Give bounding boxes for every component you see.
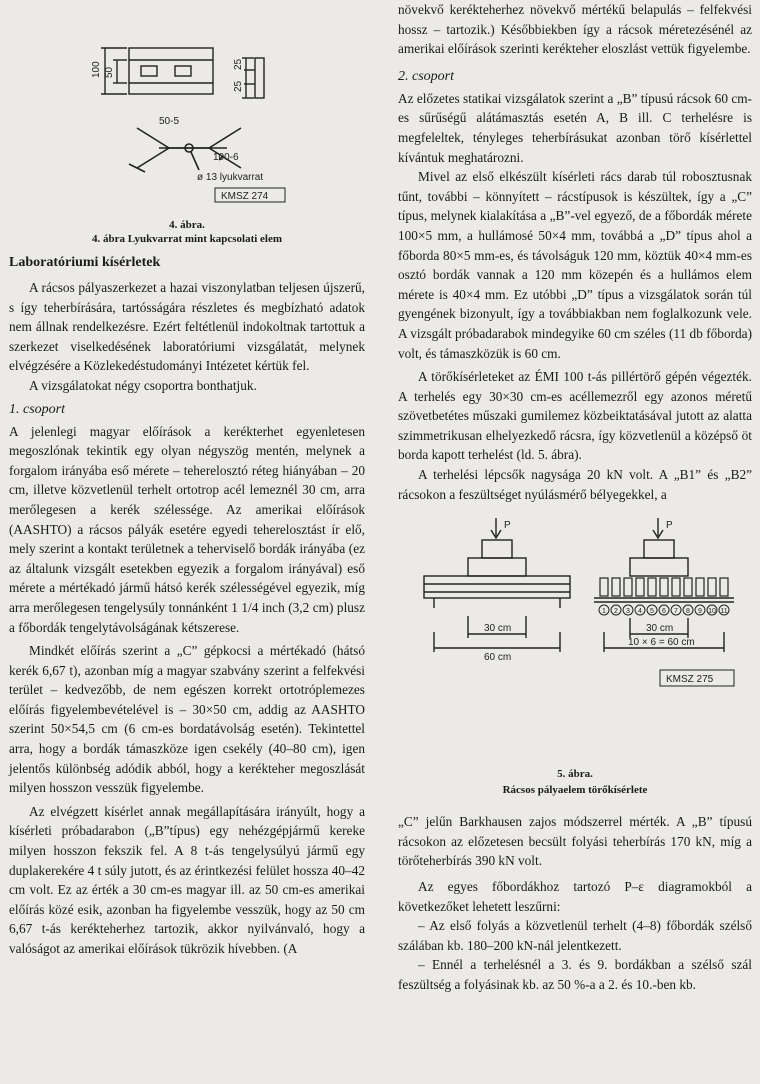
figure-5-drawing: [398, 512, 752, 708]
paragraph: Mivel az első elkészült kísérleti rács darab túl robosztusnak tűnt, további – könnyített – rácstípusok is készültek, így a „C” típus, melynek kialakítása a „B”-vel egyező, de a főbordák mérete 100×5 mm, a hullámosé 50×4 mm, továbbá a „D” típus ahol a főborda 80×5 mm-es, és távolságuk 120 mm, köztük 40×4 mm-es osztó bordák vannak a 120 mm közepén és a hullámos elem mérete is 40×4 mm. Ez utóbbi „D” típus a vizsgálatok során túl gyengének bizonyult, így a továbbiakban nem foglalkozunk vele. A vizsgált próbadarabok mindegyike 60 cm széles (11 db főborda) volt, és támaszközük is 60 cm.: [398, 169, 752, 361]
figure-4-number: 4. ábra.: [169, 219, 205, 231]
rib-section: [636, 578, 644, 596]
rib-section: [696, 578, 704, 596]
rib-numbers: [599, 605, 729, 615]
load-p-right: P: [666, 520, 673, 532]
dim-100-6: 100-6: [213, 152, 239, 163]
rib-section: [648, 578, 656, 596]
figure-5-stamp: KMSZ 275: [666, 674, 714, 686]
rib-section: [624, 578, 632, 596]
figure-5-caption: Rácsos pályaelem törőkísérlete: [502, 784, 648, 797]
figure-4: [9, 0, 365, 218]
figure-5: [398, 512, 752, 762]
rib-section: [660, 578, 668, 596]
rib-number: 6: [662, 608, 666, 616]
dim-spacing: 10 × 6 = 60 cm: [628, 637, 695, 649]
rib-section: [600, 578, 608, 596]
section-heading: Laboratóriumi kísérletek: [9, 255, 161, 270]
rib-number: 3: [626, 608, 630, 616]
paragraph: Mindkét előírás szerint a „C” gépkocsi a mértékadó (hátsó kerék 6,67 t), azonban míg a magyar szabvány szerint a felfekvési terület – kedvezőbb, de nem egészen korrekt ortotróplemezes előírás figyelembevételével is – 30×50 cm, addig az AASHTO szerint 50×54,5 cm (6 cm-es bordatávolság esetén). Tekintettel arra, hogy a bordák támaszköze igen csekély (40–80 cm), igen jelentős különbség adódik abból, hogy a kerékteher megoszlását milyen hosszon vesszük figyelembe.: [9, 643, 365, 796]
group-heading-1: 1. csoport: [9, 401, 65, 417]
figure-5-number: 5. ábra.: [557, 768, 593, 781]
paragraph: A rácsos pályaszerkezet a hazai viszonylatban teljesen újszerű, s így teherbírására, tartósságára részletes és megbízható adatok nem állnak rendelkezésre. Ezért feltétlenül indokoltnak tartottuk a szerkezet viselkedésének laboratóriumi vizsgálatát, melynek elvégzésére a Közlekedéstudományi Intézetet kértük fel.: [9, 280, 365, 374]
rib-number: 9: [698, 608, 702, 616]
rib-number: 1: [602, 608, 606, 616]
paragraph: – Az első folyás a közvetlenül terhelt (4–8) főbordák szélső szálában kb. 180–200 kN-nál jelentkezett.: [398, 918, 752, 953]
dim-25-bottom: 25: [233, 80, 244, 92]
dim-60-left: 60 cm: [484, 652, 512, 664]
group-heading-2: 2. csoport: [398, 68, 454, 84]
paragraph: A vizsgálatokat négy csoportra bonthatjuk.: [29, 377, 257, 393]
rib-section: [672, 578, 680, 596]
dim-25-top: 25: [233, 58, 244, 70]
left-column: [9, 0, 365, 959]
rib-number: 4: [638, 608, 642, 616]
rib-number: 2: [614, 608, 618, 616]
right-column: [398, 0, 752, 995]
rib-section: [684, 578, 692, 596]
figure-4-drawing: [9, 0, 365, 218]
dim-30-left: 30 cm: [484, 623, 512, 635]
hole-label: ø 13 lyukvarrat: [197, 172, 264, 183]
rib-number: 8: [686, 608, 690, 616]
paragraph: Az előzetes statikai vizsgálatok szerint a „B” típusú rácsok 60 cm-es sűrűségű alátámasztás esetén A, B ill. C terhelésre is megfeleltek, tényleges teherbírásukat azonban törő kísérlettel kívántuk meghatározni.: [398, 90, 752, 165]
rib-row: [600, 578, 728, 596]
paragraph: A jelenlegi magyar előírások a kerékterhet egyenletesen megoszlónak tekintik egy olyan négyszög mentén, melynek a forgalom irányába eső mérete – teherelosztó réteg hiányában – 20 cm, illetve közvetlenül terhelt ortotrop acél lemeznél 30 cm, arra merőlegesen a kerék szélessége. Az amerikai előírások (AASHTO) a rácsos pályák esetére egyedi teherelosztást ír elő, mely szerint a kontakt területnek a teherviselő bordák irányába (ez az általunk vizsgált esetekben egyezik a forgalom irányával) eső mérete a mértékadó jármű hátsó kerék szélességével egyezik, míg arra merőlegesen tengelysúly tonnánként 1 1/4 inch (3,2 cm) plusz a főbordák tengelytávolságának kétszerese.: [9, 423, 365, 635]
paragraph: Az egyes főbordákhoz tartozó P–ε diagramokból a következőket lehetett leszűrni:: [398, 879, 752, 914]
paragraph: „C” jelűn Barkhausen zajos módszerrel mérték. A „B” típusú rácsokon az előzetesen becsült folyási teherbírás 170 kN, míg a törőteherbírás 390 kN volt.: [398, 814, 752, 869]
dim-100: 100: [91, 61, 102, 78]
rib-number: 10: [708, 608, 716, 616]
load-p-left: P: [504, 520, 511, 532]
paragraph: növekvő kerékteherhez növekvő mértékű belapulás – felfekvési hossz – tartozik.) Későbbiekben így a rácsok méretezésénél az amerikai előírások szerinti kerékteher eloszlást vettük figyelembe.: [398, 2, 752, 57]
paragraph: Az elvégzett kísérlet annak megállapítására irányúlt, hogy a kísérleti próbadarabon („B”típus) egy nehézgépjármű kereke milyen hosszon fekszik fel. A 8 t-ás tengelysúlyú jármű egy duplakerekére 4 t súly jutott, és az érintkezési felület hossza 40–42 cm volt. Ez az érték a 30 cm-es magyar ill. az 50 cm-es amerikai előírás közé esik, azonban ha figyelembe vesszük, hogy az 50 cm 6,67 t-ás kerékteherhez tartozik, akkor nyilvánvaló, hogy a valóságot az amerikai előírások tükrözik hívebben. (A: [9, 803, 365, 956]
rib-section: [708, 578, 716, 596]
paragraph: A törőkísérleteket az ÉMI 100 t-ás pillértörő gépén végezték. A terhelés egy 30×30 cm-es acéllemezről egy azonos méretű szövetbetétes műszaki gumilemez közbeiktatásával jutott az alatta szimmetrikusan elhelyezkedő rácsra, így közvetlenül a középső öt borda kapott terhelést (ld. 5. ábra).: [398, 369, 752, 463]
paragraph: A terhelési lépcsők nagysága 20 kN volt. A „B1” és „B2” rácsokon a feszültséget nyúlásmérő bélyegekkel, a: [398, 467, 752, 502]
paragraph: – Ennél a terhelésnél a 3. és 9. bordákban a szélső szál feszültség a folyásinak kb. az 50 %-a a 2. és 10.-ben kb.: [398, 957, 752, 992]
figure-4-stamp: KMSZ 274: [221, 191, 269, 202]
dim-50: 50: [104, 66, 115, 78]
rib-section: [720, 578, 728, 596]
rib-number: 5: [650, 608, 654, 616]
rib-number: 7: [674, 608, 678, 616]
rib-number: 11: [720, 608, 728, 616]
rib-section: [612, 578, 620, 596]
dim-50-5: 50-5: [159, 116, 180, 127]
dim-30-right: 30 cm: [646, 623, 674, 635]
figure-4-caption: 4. ábra Lyukvarrat mint kapcsolati elem: [91, 233, 283, 245]
